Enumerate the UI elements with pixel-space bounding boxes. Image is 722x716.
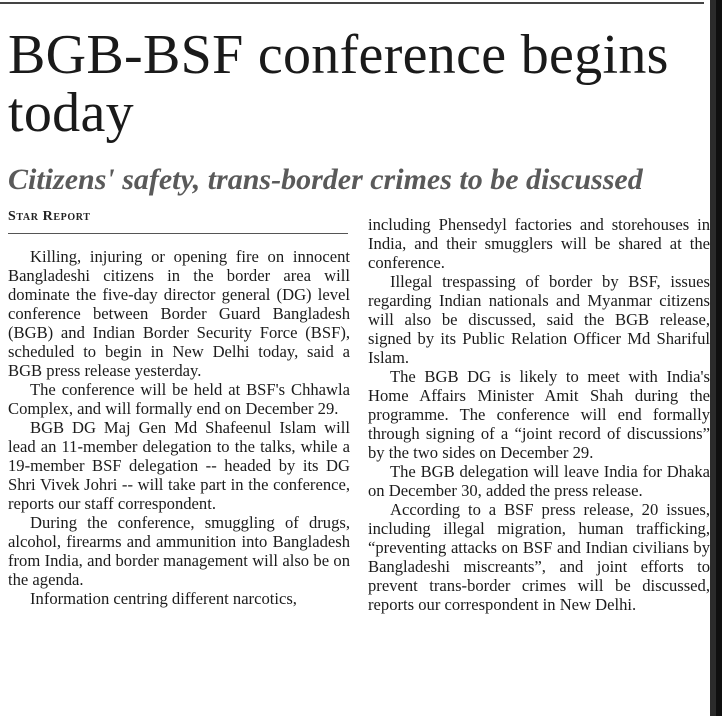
paragraph: According to a BSF press release, 20 issues, including illegal migration, human trafficking, “preventing attacks on BSF and Indian civilians by Bangladeshi miscreants”, and joint efforts to prevent trans-border crimes will be discussed, reports our correspondent in New Delhi. — [368, 500, 710, 614]
paragraph: Information centring different narcotics, — [30, 589, 297, 608]
paragraph: BGB DG Maj Gen Md Shafeenul Islam will lead an 11-member delegation to the talks, while a 19-member BSF delegation -- headed by its DG Shri Vivek Johri -- will take part in the conference, reports our staff correspondent. — [8, 418, 350, 513]
paragraph: Illegal trespassing of border by BSF, issues regarding Indian nationals and Myanmar citizens will also be discussed, said the BGB release, signed by its Public Relation Officer Md Shariful Islam. — [368, 272, 710, 367]
paragraph: During the conference, smuggling of drugs, alcohol, firearms and ammunition into Bangladesh from India, and border management will also be on the agenda. — [8, 513, 350, 589]
paragraph-continued: including Phensedyl factories and storehouses in India, and their smugglers will be shared at the conference. — [368, 215, 710, 272]
article-column-2 — [368, 215, 710, 614]
subheadline: Citizens' safety, trans-border crimes to be discussed — [8, 163, 643, 196]
top-rule — [0, 2, 704, 4]
paragraph: The conference will be held at BSF's Chhawla Complex, and will formally end on December 29. — [8, 380, 350, 418]
byline: Star Report — [8, 209, 91, 224]
headline: BGB-BSF conference begins today — [8, 24, 669, 144]
byline-rule — [8, 233, 348, 234]
paragraph: The BGB DG is likely to meet with India's Home Affairs Minister Amit Shah during the programme. The conference will end formally through signing of a “joint record of discussions” by the two sides on December 29. — [368, 367, 710, 462]
page-edge — [710, 0, 722, 716]
paragraph: Killing, injuring or opening fire on innocent Bangladeshi citizens in the border area will dominate the five-day director general (DG) level conference between Border Guard Bangladesh (BGB) and Indian Border Security Force (BSF), scheduled to begin in New Delhi today, said a BGB press release yesterday. — [8, 247, 350, 380]
paragraph: The BGB delegation will leave India for Dhaka on December 30, added the press release. — [368, 462, 710, 500]
article-column-1 — [8, 247, 350, 608]
